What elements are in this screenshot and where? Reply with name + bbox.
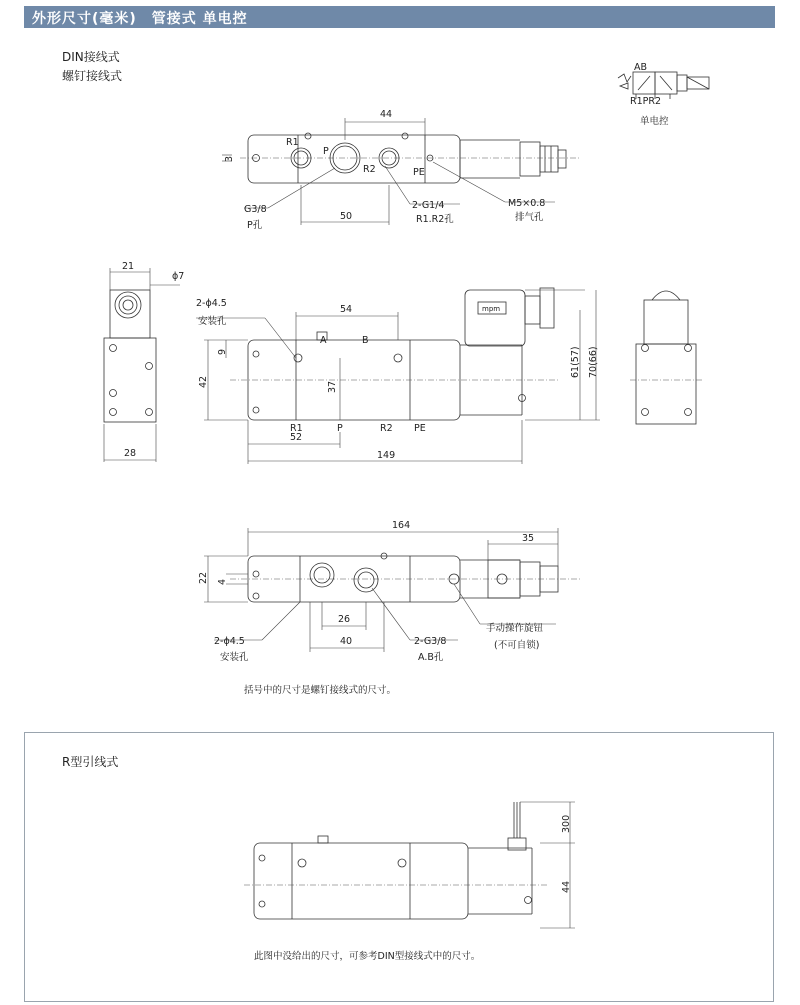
front-coil-label: mpm	[482, 305, 501, 313]
bottom-dim-164: 164	[392, 520, 411, 531]
front-port-pe: PE	[414, 423, 426, 434]
front-callout-mount-label: 安装孔	[198, 316, 227, 327]
r-dim-300: 300	[561, 814, 572, 833]
bottom-view	[198, 520, 580, 663]
bottom-callout-ab: A.B孔	[418, 652, 444, 663]
top-callout-g38: G3/8	[244, 204, 267, 215]
front-dim-9: 9	[217, 348, 228, 355]
valve-symbol	[618, 62, 709, 127]
top-dim-44: 44	[380, 109, 393, 120]
top-callout-m5: M5×0.8	[508, 198, 546, 209]
bottom-dim-40: 40	[340, 636, 353, 647]
front-dim-52: 52	[290, 432, 303, 443]
top-callout-g14: 2-G1/4	[412, 200, 445, 211]
end-dim-phi7: ϕ7	[172, 271, 185, 282]
bottom-callout-knob-note: (不可自锁)	[494, 640, 540, 651]
symbol-ports-top: AB	[634, 62, 648, 73]
bottom-dim-4: 4	[217, 578, 228, 585]
top-callout-p-hole: P孔	[247, 220, 263, 231]
front-port-b: B	[362, 335, 369, 346]
bottom-callout-g38: 2-G3/8	[414, 636, 447, 647]
front-dim-37: 37	[327, 380, 338, 393]
bottom-dim-26: 26	[338, 614, 351, 625]
top-port-r2: R2	[363, 164, 376, 175]
front-dim-54: 54	[340, 304, 353, 315]
symbol-caption: 单电控	[640, 116, 669, 127]
top-dim-50: 50	[340, 211, 353, 222]
r-dim-44: 44	[561, 880, 572, 893]
front-port-r1: R1	[290, 423, 303, 434]
front-dim-70: 70(66)	[588, 346, 599, 378]
din-section-label: DIN接线式	[62, 50, 120, 64]
front-dim-149: 149	[377, 450, 396, 461]
top-dim-3: 3	[224, 155, 235, 162]
front-port-r2: R2	[380, 423, 393, 434]
front-dim-61: 61(57)	[570, 346, 581, 378]
front-port-p: P	[337, 423, 343, 434]
top-view	[222, 109, 580, 231]
bracket-note: 括号中的尺寸是螺钉接线式的尺寸。	[244, 685, 397, 696]
bottom-dim-35: 35	[522, 533, 535, 544]
symbol-ports-bottom: R1PR2	[630, 96, 662, 107]
front-view	[196, 288, 600, 464]
bottom-dim-22: 22	[198, 571, 209, 584]
top-callout-exhaust: 排气孔	[515, 212, 544, 223]
top-port-pe: PE	[413, 167, 425, 178]
header-title: 外形尺寸(毫米) 管接式 单电控	[32, 11, 248, 27]
front-port-a: A	[320, 335, 327, 346]
screw-section-label: 螺钉接线式	[62, 69, 123, 83]
front-dim-42: 42	[198, 375, 209, 388]
front-callout-mount: 2-ϕ4.5	[196, 298, 227, 309]
end-dim-21: 21	[122, 261, 135, 272]
end-view-right	[630, 291, 702, 424]
bottom-callout-mount: 2-ϕ4.5	[214, 636, 245, 647]
end-dim-28: 28	[124, 448, 137, 459]
bottom-callout-knob: 手动操作旋钮	[486, 623, 544, 634]
top-callout-r1r2: R1.R2孔	[416, 214, 454, 225]
bottom-callout-mount-label: 安装孔	[220, 652, 249, 663]
end-view-left	[104, 261, 184, 462]
top-port-p: P	[323, 146, 329, 157]
r-type-section-label: R型引线式	[62, 755, 119, 769]
r-type-note: 此图中没给出的尺寸，可参考DIN型接线式中的尺寸。	[254, 951, 481, 962]
top-port-r1: R1	[286, 137, 299, 148]
